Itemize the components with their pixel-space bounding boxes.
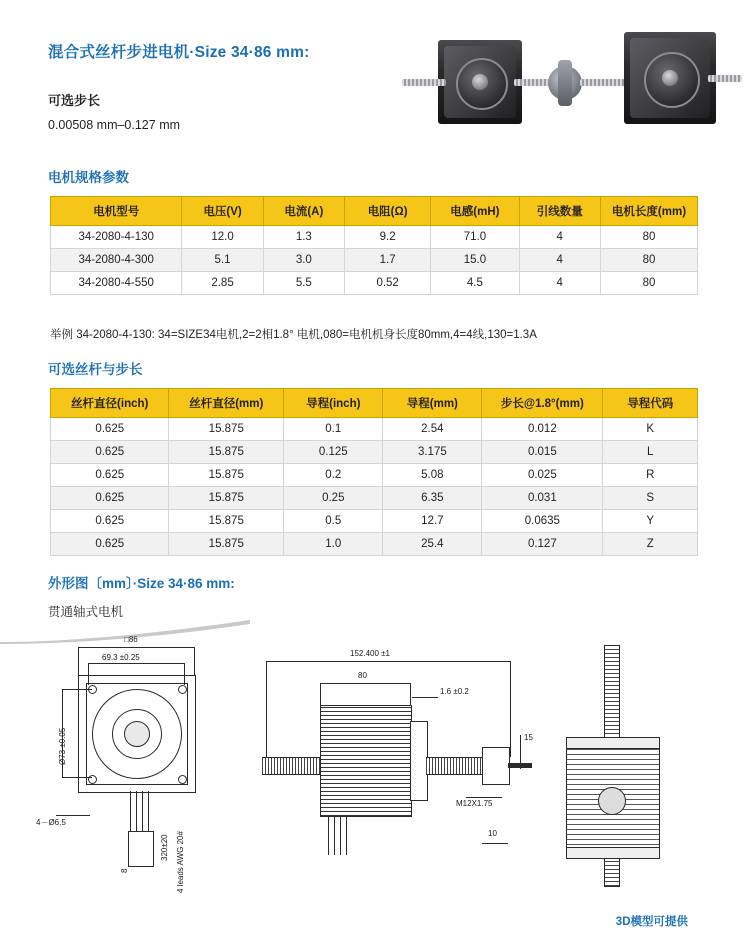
table-row: [51, 249, 698, 272]
th-leads: 引线数量: [519, 197, 600, 226]
dim-ext-693-r: [184, 663, 185, 685]
motor-spec-heading: 电机规格参数: [48, 170, 129, 185]
cell: 34-2080-4-300: [51, 249, 182, 272]
hole-leader: [56, 815, 90, 816]
cell: 0.625: [51, 464, 169, 487]
table-header-row: [51, 389, 698, 418]
cell: 15.875: [169, 418, 284, 441]
wire-bundle: [128, 831, 154, 867]
cell: Y: [603, 510, 698, 533]
cell: 25.4: [383, 533, 482, 556]
footer-note: 3D模型可提供: [615, 916, 688, 928]
table-header-row: [51, 197, 698, 226]
lead-screw-right: [426, 757, 482, 775]
th-resistance: 电阻(Ω): [345, 197, 431, 226]
table-row: [51, 441, 698, 464]
cell: 0.0635: [482, 510, 603, 533]
motor-side-body: [320, 705, 412, 817]
label-front: 1.6 ±0.2: [440, 687, 469, 696]
label-awg: 4 leads AWG 20#: [176, 831, 185, 893]
page-title-text: 混合式丝杆步进电机·Size 34·86 mm:: [48, 44, 310, 61]
cell: L: [603, 441, 698, 464]
cell: 0.625: [51, 510, 169, 533]
thread-leader: [466, 797, 502, 798]
table-row: [51, 487, 698, 510]
mount-hole-br: [178, 775, 187, 784]
dim-ext-86-r: [194, 647, 195, 675]
drawing-subtitle: 贯通轴式电机: [48, 605, 124, 619]
cell: 4: [519, 226, 600, 249]
step-length-value: 0.00508 mm–0.127 mm: [48, 118, 181, 132]
cell: 0.015: [482, 441, 603, 464]
cell: 1.7: [345, 249, 431, 272]
wire-1: [130, 791, 131, 831]
dim-ext-total-r: [510, 661, 511, 757]
label-15: 15: [524, 733, 533, 742]
dimension-drawings: [0, 625, 748, 925]
dim-line-10: [482, 843, 508, 844]
cell: 12.7: [383, 510, 482, 533]
label-693: 69.3 ±0.25: [102, 653, 140, 662]
drawing-heading: 外形图〔mm〕·Size 34·86 mm:: [48, 576, 235, 591]
cell: 0.5: [284, 510, 383, 533]
cell: 71.0: [431, 226, 519, 249]
dim-ext-body-l: [320, 683, 321, 705]
cell: S: [603, 487, 698, 510]
iso-motor-bottom-plate: [566, 847, 660, 859]
th-voltage: 电压(V): [182, 197, 263, 226]
lead-screw-left: [262, 757, 320, 775]
label-wire-len: 320±20: [160, 834, 169, 861]
cell: 15.875: [169, 464, 284, 487]
wire-3: [142, 791, 143, 831]
label-sq86: □86: [124, 635, 138, 644]
table-row: [51, 272, 698, 295]
motor-spec-table: [50, 196, 698, 295]
th-lead-mm: 导程(mm): [383, 389, 482, 418]
cell: 5.1: [182, 249, 263, 272]
cell: 2.85: [182, 272, 263, 295]
wire-m2: [334, 815, 335, 855]
dim-ext-693-l: [88, 663, 89, 685]
label-thread: M12X1.75: [456, 799, 493, 808]
page-title: [48, 40, 448, 62]
th-code: 导程代码: [603, 389, 698, 418]
table-row: [51, 226, 698, 249]
cell: 5.5: [263, 272, 344, 295]
cell: 0.031: [482, 487, 603, 510]
cell: 80: [600, 249, 697, 272]
label-10: 10: [488, 829, 497, 838]
step-length-label: 可选步长: [48, 93, 101, 108]
cell: 9.2: [345, 226, 431, 249]
dim-line-total: [266, 661, 510, 662]
cell: 0.2: [284, 464, 383, 487]
product-photo: [410, 18, 740, 146]
cell: 15.875: [169, 510, 284, 533]
dim-line-15: [520, 735, 521, 769]
label-eight: 8: [120, 868, 129, 873]
cell: 0.127: [482, 533, 603, 556]
cell: 34-2080-4-130: [51, 226, 182, 249]
th-length: 电机长度(mm): [600, 197, 697, 226]
motor-left-shaft: [402, 79, 446, 86]
cell: 0.625: [51, 533, 169, 556]
cell: 0.125: [284, 441, 383, 464]
cell: 0.25: [284, 487, 383, 510]
cell: 4.5: [431, 272, 519, 295]
dim-line-86: [78, 647, 194, 648]
example-note: [50, 326, 710, 342]
cell: 0.625: [51, 487, 169, 510]
cell: R: [603, 464, 698, 487]
table-row: [51, 418, 698, 441]
cell: 2.54: [383, 418, 482, 441]
lead-nut-body: [558, 60, 572, 106]
front-view-bore: [124, 721, 150, 747]
cell: 80: [600, 272, 697, 295]
cell: 4: [519, 249, 600, 272]
iso-motor-top-plate: [566, 737, 660, 749]
thread-end: [482, 747, 510, 785]
cell: 0.52: [345, 272, 431, 295]
cell: 15.0: [431, 249, 519, 272]
mount-hole-tr: [178, 685, 187, 694]
label-body-length: 80: [358, 671, 367, 680]
dim-line-body: [320, 683, 410, 684]
wire-4: [148, 791, 149, 831]
cell: 3.0: [263, 249, 344, 272]
th-current: 电流(A): [263, 197, 344, 226]
cell: K: [603, 418, 698, 441]
dim-ext-total-l: [266, 661, 267, 757]
cell: 5.08: [383, 464, 482, 487]
dim-line-front: [412, 697, 438, 698]
label-hole: 4－Ø6.5: [36, 818, 66, 827]
label-total-length: 152.400 ±1: [350, 649, 390, 658]
dim-line-693: [88, 663, 184, 664]
cell: 0.625: [51, 441, 169, 464]
th-inductance: 电感(mH): [431, 197, 519, 226]
wire-2: [136, 791, 137, 831]
dim-ext-body-r: [410, 683, 411, 705]
dim-ext-86-l: [78, 647, 79, 675]
screw-spec-table: [50, 388, 698, 556]
table-row: [51, 510, 698, 533]
table-row: [51, 533, 698, 556]
wire-m3: [340, 815, 341, 855]
cell: 34-2080-4-550: [51, 272, 182, 295]
dim-ext-73-t: [62, 689, 92, 690]
motor-right-hub: [662, 70, 678, 86]
cell: 12.0: [182, 226, 263, 249]
wire-m1: [328, 815, 329, 855]
cell: 3.175: [383, 441, 482, 464]
cell: 4: [519, 272, 600, 295]
cell: 15.875: [169, 533, 284, 556]
cell: 0.012: [482, 418, 603, 441]
cell: 6.35: [383, 487, 482, 510]
th-dia-mm: 丝杆直径(mm): [169, 389, 284, 418]
cell: Z: [603, 533, 698, 556]
th-step: 步长@1.8°(mm): [482, 389, 603, 418]
iso-nut: [598, 787, 626, 815]
cell: 1.0: [284, 533, 383, 556]
example-note-text: 举例 34-2080-4-130: 34=SIZE34电机,2=2相1.8° 电机,080=电机机身长度80mm,4=4线,130=1.3A: [50, 329, 537, 341]
cell: 80: [600, 226, 697, 249]
label-73: Ø73 ±0.05: [58, 727, 67, 765]
motor-left-hub: [472, 74, 488, 90]
cell: 0.625: [51, 418, 169, 441]
cell: 0.1: [284, 418, 383, 441]
th-lead-inch: 导程(inch): [284, 389, 383, 418]
cell: 15.875: [169, 441, 284, 464]
th-model: 电机型号: [51, 197, 182, 226]
dim-ext-73-b: [62, 777, 92, 778]
cell: 1.3: [263, 226, 344, 249]
th-dia-inch: 丝杆直径(inch): [51, 389, 169, 418]
wire-m4: [346, 815, 347, 855]
cell: 15.875: [169, 487, 284, 510]
screw-spec-heading: 可选丝杆与步长: [48, 362, 143, 377]
cell: 0.025: [482, 464, 603, 487]
motor-right-shaft-right: [708, 75, 742, 82]
table-row: [51, 464, 698, 487]
